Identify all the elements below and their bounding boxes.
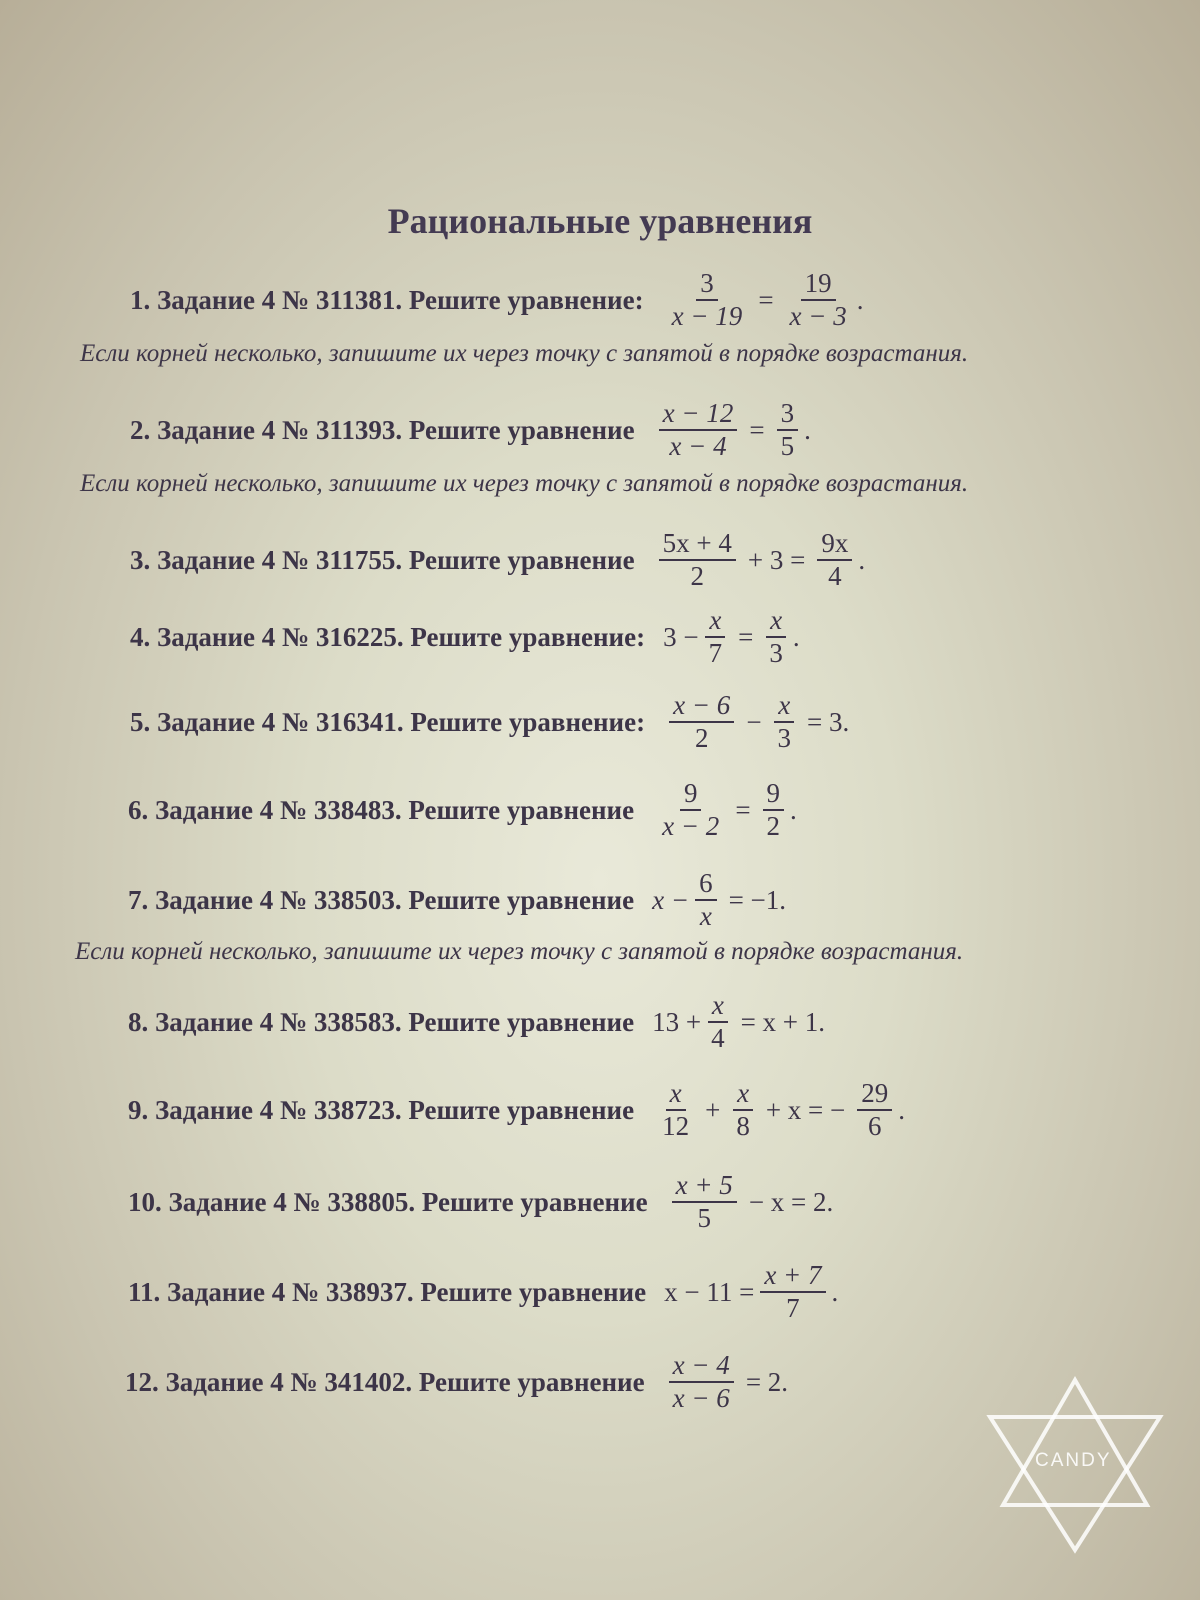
task-6 bbox=[128, 778, 797, 842]
task-label: 10. Задание 4 № 338805. Решите уравнение bbox=[128, 1186, 648, 1217]
task-label: 8. Задание 4 № 338583. Решите уравнение bbox=[128, 1006, 635, 1037]
task-label: 11. Задание 4 № 338937. Решите уравнение bbox=[128, 1276, 647, 1307]
fraction: $\frac{19}{x - 3}$ bbox=[789, 268, 847, 332]
equation: x − 11 = $\frac{x + 7}{7}$ . bbox=[664, 1260, 839, 1324]
task-label: 5. Задание 4 № 316341. Решите уравнение: bbox=[130, 706, 646, 737]
task-8 bbox=[128, 990, 831, 1054]
task-label: 9. Задание 4 № 338723. Решите уравнение bbox=[128, 1094, 635, 1125]
fraction: $\frac{x + 5}{5}$ bbox=[672, 1170, 737, 1234]
equation: 13 + $\frac{x}{4}$ = x + 1. bbox=[652, 990, 826, 1054]
watermark-text: CANDY bbox=[1035, 1450, 1112, 1471]
instruction-note: Если корней несколько, запишите их через точку с запятой в порядке возрастания. bbox=[80, 340, 969, 367]
fraction: $\frac{x - 12}{x - 4}$ bbox=[659, 398, 738, 462]
fraction: $\frac{9}{2}$ bbox=[763, 778, 785, 842]
equation: $\frac{x - 12}{x - 4}$ = $\frac{3}{5}$ . bbox=[653, 398, 811, 462]
equation: $\frac{x - 6}{2}$ − $\frac{x}{3}$ = 3. bbox=[663, 690, 855, 754]
equation: $\frac{x + 5}{5}$ − x = 2. bbox=[666, 1170, 840, 1234]
fraction: $\frac{x - 6}{2}$ bbox=[669, 690, 734, 754]
fraction: $\frac{x}{4}$ bbox=[707, 990, 729, 1054]
instruction-note: Если корней несколько, запишите их через точку с запятой в порядке возрастания. bbox=[80, 470, 969, 497]
task-2 bbox=[130, 398, 811, 462]
fraction: $\frac{5x + 4}{2}$ bbox=[659, 528, 736, 592]
instruction-note: Если корней несколько, запишите их через точку с запятой в порядке возрастания. bbox=[75, 938, 964, 965]
fraction: $\frac{x}{3}$ bbox=[765, 605, 787, 669]
equation: x − $\frac{6}{x}$ = −1. bbox=[652, 868, 787, 932]
task-label: 7. Задание 4 № 338503. Решите уравнение bbox=[128, 884, 635, 915]
equation: $\frac{x}{12}$ + $\frac{x}{8}$ + x = − $\frac{29}{6}$ . bbox=[652, 1078, 905, 1142]
task-7 bbox=[128, 868, 792, 932]
fraction: $\frac{x}{7}$ bbox=[705, 605, 727, 669]
task-9 bbox=[128, 1078, 905, 1142]
fraction: $\frac{x + 7}{7}$ bbox=[760, 1260, 825, 1324]
equation: $\frac{5x + 4}{2}$ + 3 = $\frac{9x}{4}$ . bbox=[653, 528, 865, 592]
fraction: $\frac{x}{3}$ bbox=[774, 690, 796, 754]
fraction: $\frac{3}{x - 19}$ bbox=[671, 268, 743, 332]
fraction: $\frac{9x}{4}$ bbox=[817, 528, 852, 592]
task-label: 2. Задание 4 № 311393. Решите уравнение bbox=[130, 414, 635, 445]
task-10 bbox=[128, 1170, 839, 1234]
fraction: $\frac{9}{x - 2}$ bbox=[662, 778, 720, 842]
equation: $\frac{9}{x - 2}$ = $\frac{9}{2}$ . bbox=[652, 778, 797, 842]
task-label: 4. Задание 4 № 316225. Решите уравнение: bbox=[130, 621, 646, 652]
task-4 bbox=[130, 605, 800, 669]
fraction: $\frac{x}{8}$ bbox=[732, 1078, 754, 1142]
task-3 bbox=[130, 528, 865, 592]
fraction: $\frac{x - 4}{x - 6}$ bbox=[669, 1350, 734, 1414]
page-title: Рациональные уравнения bbox=[387, 201, 813, 241]
task-5 bbox=[130, 690, 855, 754]
equation: $\frac{x - 4}{x - 6}$ = 2. bbox=[663, 1350, 794, 1414]
fraction: $\frac{6}{x}$ bbox=[695, 868, 717, 932]
task-12 bbox=[125, 1350, 794, 1414]
task-label: 6. Задание 4 № 338483. Решите уравнение bbox=[128, 794, 635, 825]
task-11 bbox=[128, 1260, 838, 1324]
task-label: 1. Задание 4 № 311381. Решите уравнение: bbox=[130, 284, 644, 315]
equation: $\frac{3}{x - 19}$ = $\frac{19}{x - 3}$ . bbox=[662, 268, 864, 332]
equation: 3 − $\frac{x}{7}$ = $\frac{x}{3}$ . bbox=[663, 605, 800, 669]
fraction: $\frac{x}{12}$ bbox=[662, 1078, 690, 1142]
task-label: 3. Задание 4 № 311755. Решите уравнение bbox=[130, 544, 635, 575]
fraction: $\frac{29}{6}$ bbox=[857, 1078, 892, 1142]
task-1 bbox=[130, 268, 864, 332]
fraction: $\frac{3}{5}$ bbox=[777, 398, 799, 462]
task-label: 12. Задание 4 № 341402. Решите уравнение bbox=[125, 1366, 645, 1397]
